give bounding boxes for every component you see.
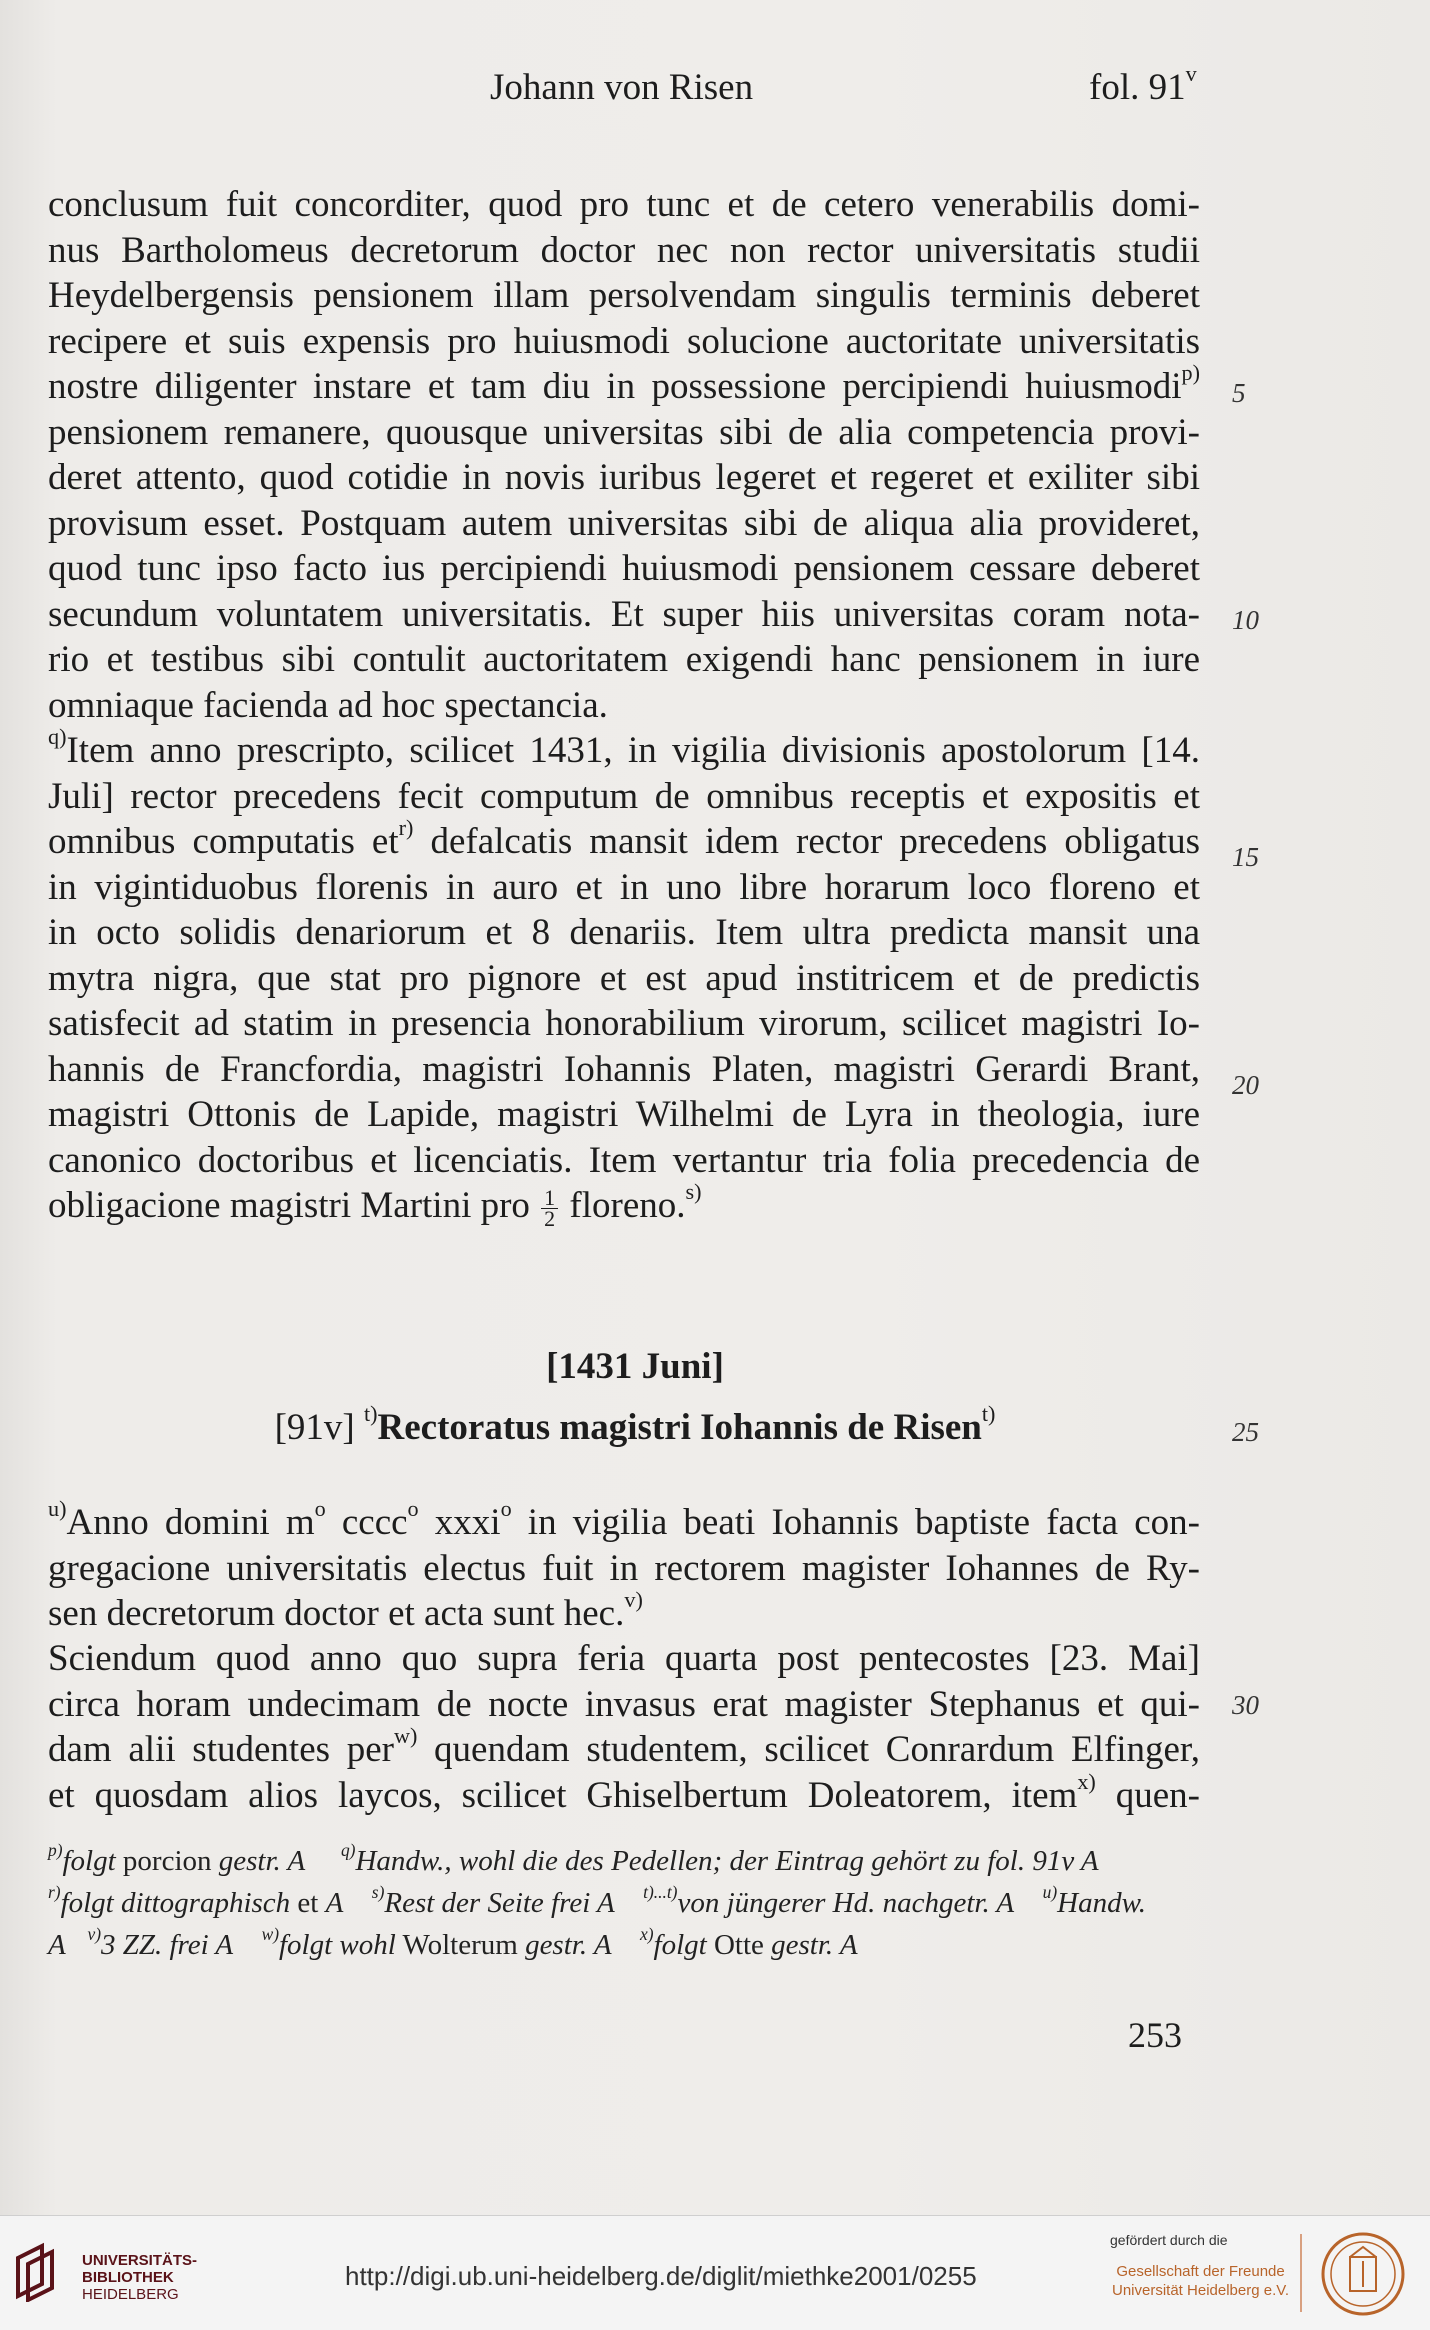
text-line: mytra nigra, que stat pro pignore et est apud institricem et de predictis: [48, 957, 1200, 999]
text-line: Juli] rector precedens fecit computum de omnibus receptis et expositis et: [48, 775, 1200, 817]
text-line: rio et testibus sibi contulit auctoritatem exigendi hanc pensionem in iure: [48, 639, 1200, 680]
text-line: gregacione universitatis electus fuit in rectorem magister Iohannes de Ry-: [48, 1547, 1200, 1589]
text-line: in vigintiduobus florenis in auro et in uno libre horarum loco floreno et: [48, 866, 1200, 908]
text-line: canonico doctoribus et licenciatis. Item vertantur tria folia precedencia de: [48, 1139, 1200, 1181]
folio-header: fol. 91$^v$: [1089, 61, 1197, 108]
footer-divider: [1300, 2234, 1302, 2312]
line-number: 10: [1232, 605, 1259, 635]
fraction-half: $\frac{1}{2}$: [541, 1188, 558, 1229]
paragraph-1: [48, 182, 1200, 728]
paragraph-4: [48, 1636, 1200, 1818]
text-line: recipere et suis expensis pro huiusmodi solucione auctoritate universitatis: [48, 320, 1200, 362]
text-line: satisfecit ad statim in presencia honorabilium virorum, scilicet magistri Io-: [48, 1003, 1200, 1044]
text-line: Heydelbergensis pensionem illam persolvendam singulis terminis deberet: [48, 275, 1200, 316]
text-line: et quosdam alios laycos, scilicet Ghiselbertum Doleatorem, item$^{x)}$ quen-: [48, 1768, 1200, 1816]
university-library-logo-icon: [12, 2242, 66, 2302]
text-line: Sciendum quod anno quo supra feria quarta post pentecostes [23. Mai]: [48, 1638, 1200, 1679]
text-line: obligacione magistri Martini pro $\frac{1}{2}$ floreno.$^{s)}$: [48, 1179, 702, 1232]
text-line: circa horam undecimam de nocte invasus erat magister Stephanus et qui-: [48, 1683, 1200, 1725]
text-line: nus Bartholomeus decretorum doctor nec non rector universitatis studii: [48, 229, 1200, 271]
university-seal-icon: [1320, 2231, 1406, 2317]
text-line: quod tunc ipso facto ius percipiendi huiusmodi pensionem cessare deberet: [48, 548, 1200, 589]
footnote-marker: x): [1077, 1768, 1096, 1794]
text-line: magistri Ottonis de Lapide, magistri Wilhelmi de Lyra in theologia, iure: [48, 1094, 1200, 1135]
text-line: omnibus computatis $et^{r)}$ defalcatis mansit idem rector precedens obligatus: [48, 815, 1200, 862]
footnote-marker: s): [685, 1179, 702, 1205]
text-line: omniaque facienda ad hoc spectancia.: [48, 684, 608, 726]
text-line: pensionem remanere, quousque universitas sibi de alia competencia provi-: [48, 411, 1200, 453]
paragraph-3: [48, 1496, 1200, 1637]
footnote-line: $^{r)}$folgt dittographisch et A $^{s)}$Rest der Seite frei A $^{t)...t)}$von jüngerer Hd. nachgetr. A $^{u)}$Handw.: [48, 1881, 1147, 1919]
sponsor-intro: gefördert durch die: [1110, 2232, 1228, 2248]
line-number: 15: [1232, 842, 1259, 872]
library-name: UNIVERSITÄTS- BIBLIOTHEK HEIDELBERG: [82, 2252, 198, 2303]
text-line: in octo solidis denariorum et 8 denariis. Item ultra predicta mansit una: [48, 912, 1200, 953]
footnote-marker: p): [1181, 360, 1200, 386]
footnote-marker: w): [393, 1723, 418, 1749]
footnote-marker: r): [398, 815, 414, 841]
footnote-marker: v): [624, 1587, 643, 1613]
page-number: 253: [1128, 2015, 1182, 2055]
text-line: provisum esset. Postquam autem universitas sibi de aliqua alia provideret,: [48, 502, 1200, 544]
footnote-line: $^{p)}$folgt porcion gestr. A $^{q)}$Handw., wohl die des Pedellen; der Eintrag gehört zu fol. 91v A: [48, 1839, 1099, 1877]
line-number: 25: [1232, 1417, 1259, 1447]
permalink-url[interactable]: http://digi.ub.uni-heidelberg.de/diglit/miethke2001/0255: [345, 2261, 977, 2291]
sponsor-name[interactable]: Gesellschaft der Freunde Universität Heidelberg e.V.: [1112, 2263, 1290, 2299]
line-number: 5: [1232, 378, 1246, 408]
text-line: dam alii studentes per$^{w)}$ quendam studentem, scilicet Conrardum Elfinger,: [48, 1723, 1200, 1770]
viewer-footer: [0, 2215, 1430, 2330]
text-line: sen decretorum doctor et acta sunt hec.$^{v)}$: [48, 1587, 643, 1634]
footnotes: [48, 1840, 1208, 1966]
text-line: $^{u)}$Anno domini $m^o$ cccc$^o$ xxxi$^o$ in vigilia beati Iohannis baptiste facta con-: [48, 1496, 1200, 1543]
text-line: secundum voluntatem universitatis. Et super hiis universitas coram nota-: [48, 593, 1200, 635]
footnote-line: A $^{v)}$3 ZZ. frei A $^{w)}$folgt wohl Wolterum gestr. A $^{x)}$folgt Otte gestr. A: [48, 1923, 858, 1961]
text-line: hannis de Francfordia, magistri Iohannis Platen, magistri Gerardi Brant,: [48, 1048, 1200, 1090]
text-line: deret attento, quod cotidie in novis iuribus legeret et regeret et exiliter sibi: [48, 457, 1200, 498]
text-line: $^{q)}$Item anno prescripto, scilicet 1431, in vigilia divisionis apostolorum [14.: [48, 724, 1200, 771]
section-date: [1431 Juni]: [546, 1346, 724, 1387]
line-number: 30: [1232, 1690, 1259, 1720]
text-line: nostre diligenter instare et tam diu in possessione percipiendi huiusmodi$^{p)}$: [48, 360, 1200, 407]
line-number: 20: [1232, 1070, 1259, 1100]
text-line: conclusum fuit concorditer, quod pro tunc et de cetero venerabilis domi-: [48, 184, 1200, 225]
running-title: Johann von Risen: [490, 67, 754, 108]
footnote-marker: q): [48, 724, 67, 750]
section-title: [91v] $^{t)}$Rectoratus magistri Iohannis de Risen$^{t)}$: [274, 1401, 996, 1448]
footnote-marker: u): [48, 1496, 67, 1522]
paragraph-2: [48, 724, 1200, 1232]
